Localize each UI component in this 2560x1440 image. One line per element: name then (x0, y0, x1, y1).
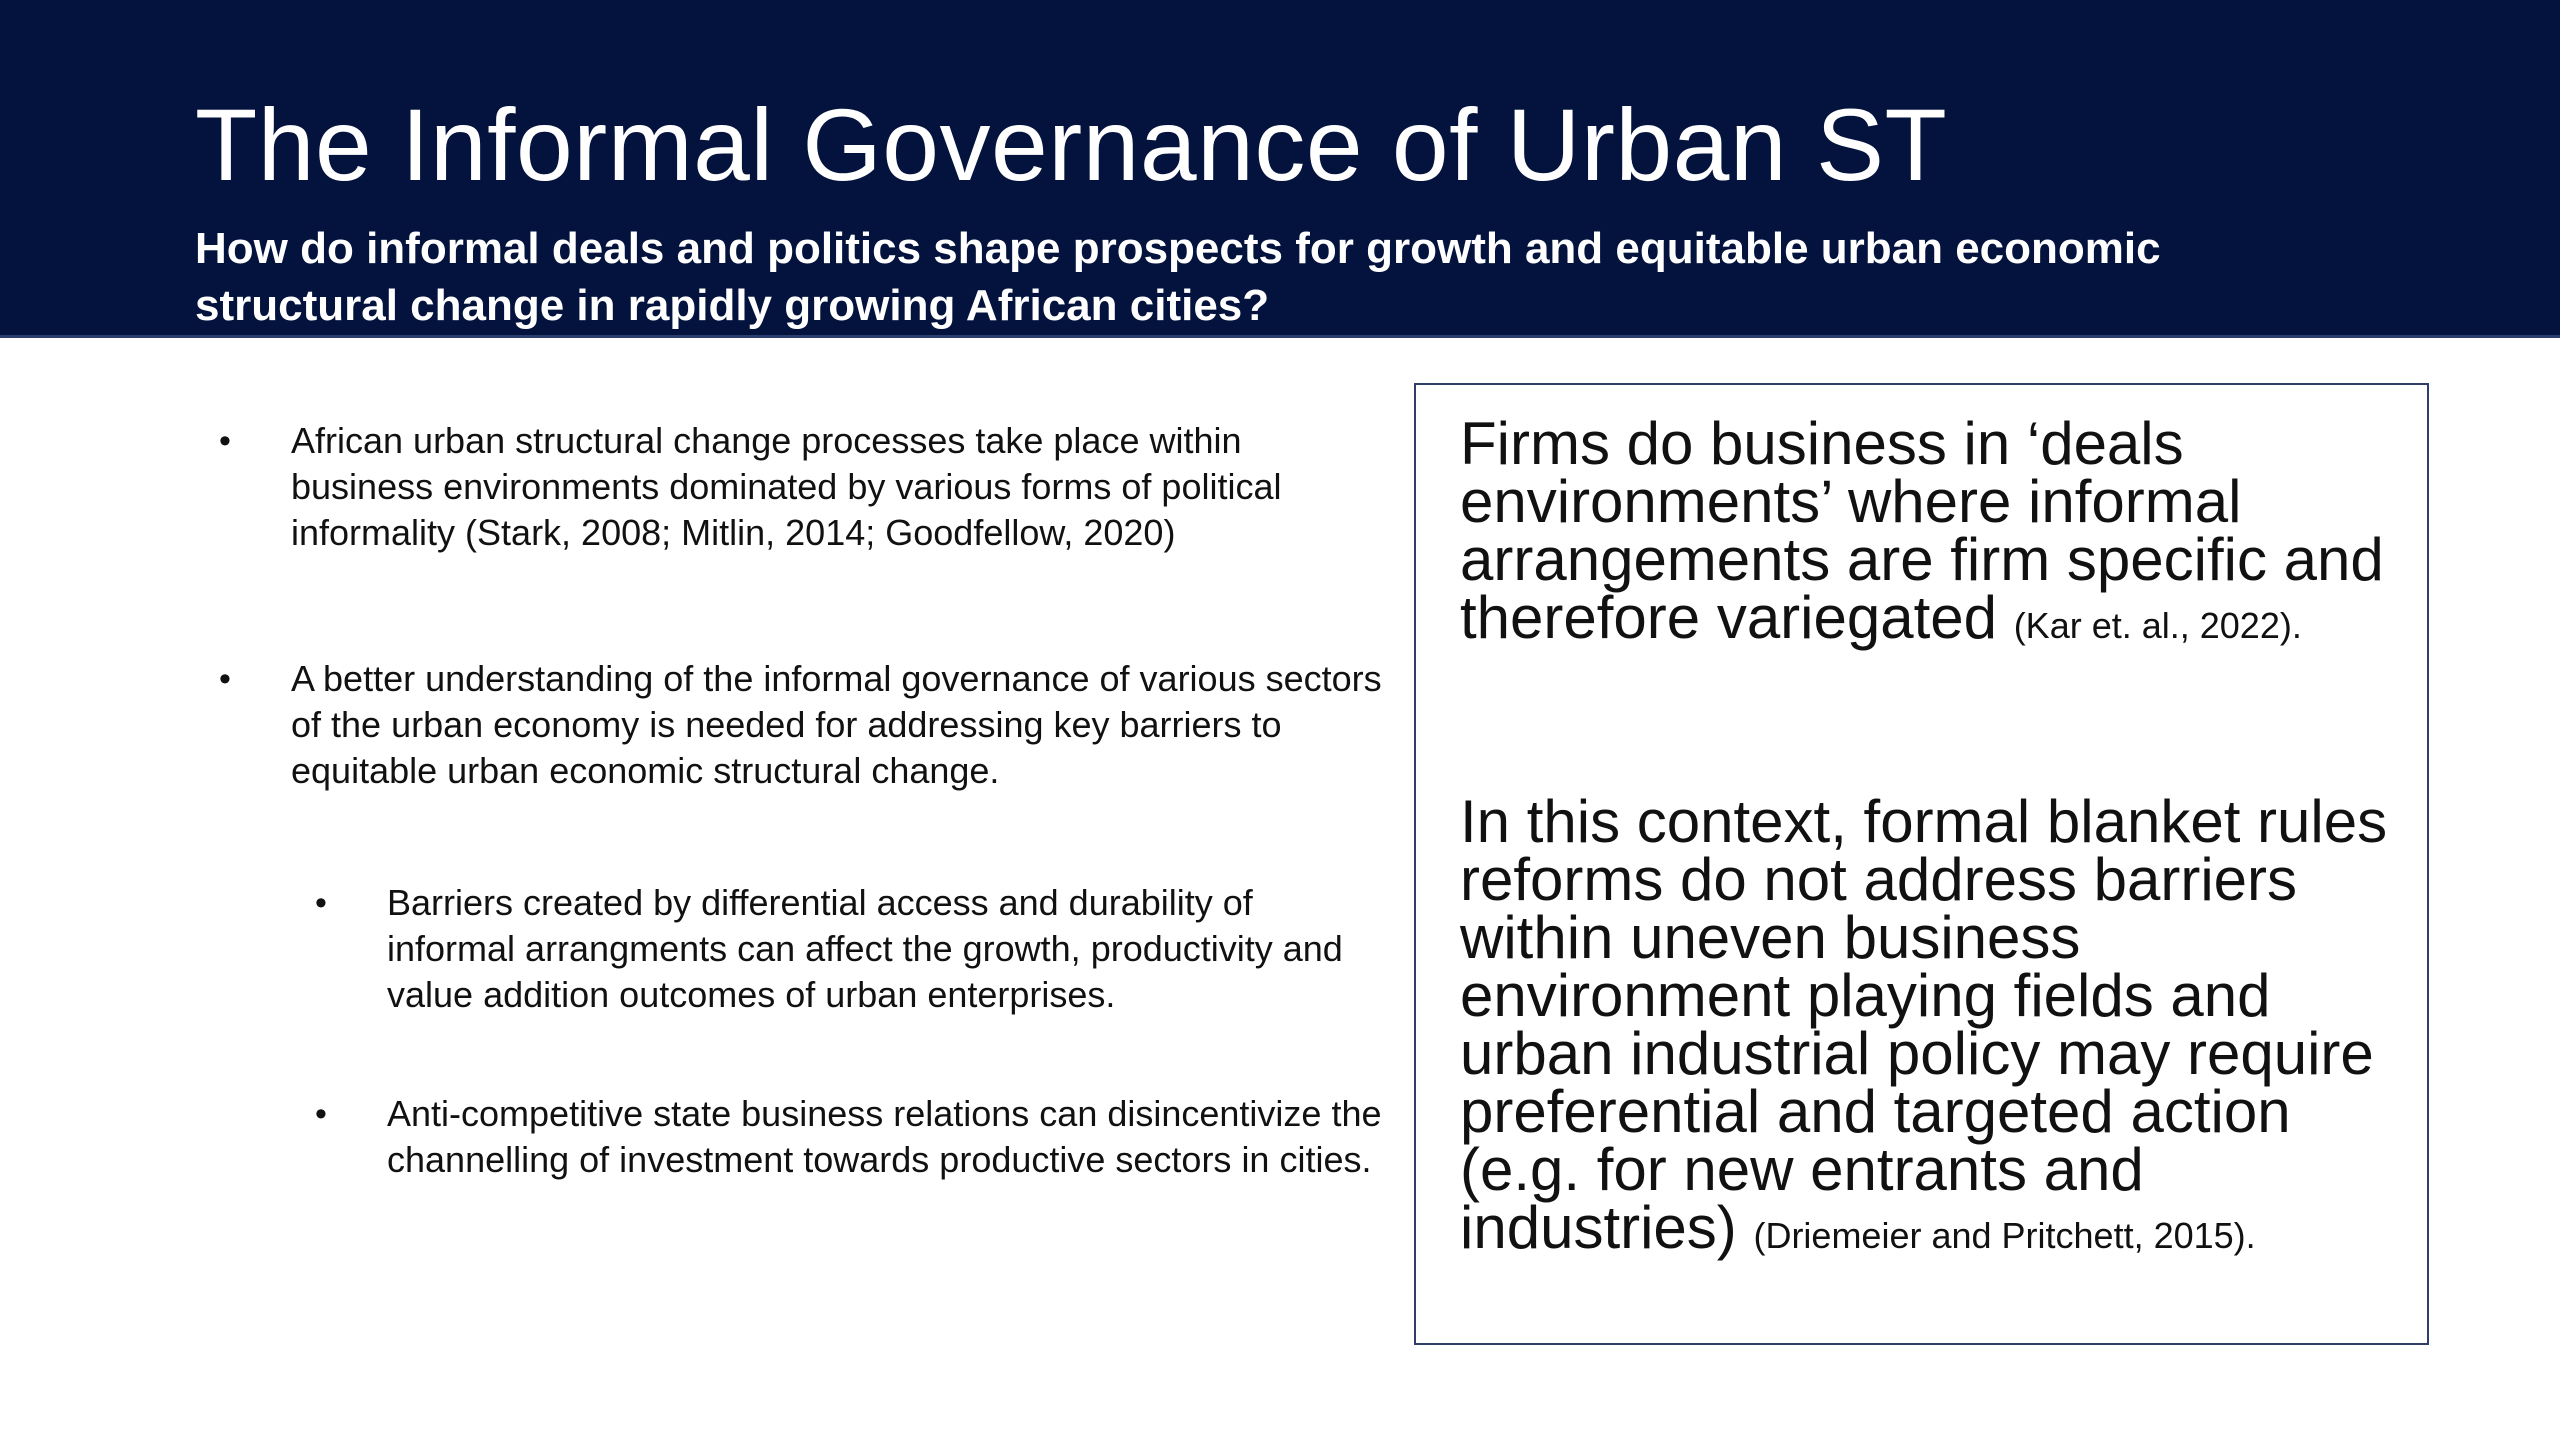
title-banner (0, 0, 2560, 338)
callout-box (1414, 383, 2429, 1345)
callout-text: Firms do business in ‘deals environments’ where informal arrangements are firm specific and therefore variegated (1460, 410, 2384, 651)
bullet-text: African urban structural change processes take place within business environments dominated by various forms of political informality (Stark, 2008; Mitlin, 2014; Goodfellow, 2020) (291, 420, 1282, 553)
callout-text: In this context, formal blanket rules reforms do not address barriers within uneven business environment playing fields and urban industrial policy may require preferential and targeted action (e.g. for new entrants and industries) (1460, 788, 2388, 1261)
bullet-list (215, 418, 1385, 1183)
bullet-marker: • (219, 660, 231, 698)
bullet-marker: • (315, 1095, 327, 1133)
bullet-text: Barriers created by differential access and durability of informal arrangments can affect the growth, productivity and value addition outcomes of urban enterprises. (387, 882, 1343, 1015)
citation: (Driemeier and Pritchett, 2015). (1753, 1215, 2256, 1256)
callout-paragraph-deals (1460, 410, 2420, 651)
bullet-text: A better understanding of the informal governance of various sectors of the urban economy is needed for addressing key barriers to equitable urban economic structural change. (291, 658, 1382, 791)
bullet-item (215, 418, 1385, 556)
slide-subtitle: How do informal deals and politics shape prospects for growth and equitable urban economic structural change in rapidly growing African cities? (195, 224, 2161, 330)
bullet-marker: • (315, 884, 327, 922)
callout-paragraph-context (1460, 788, 2420, 1261)
sub-bullet-item (215, 880, 1385, 1018)
slide-title: The Informal Governance of Urban ST (195, 88, 1948, 202)
citation: (Kar et. al., 2022). (2013, 605, 2302, 646)
bullet-item (215, 656, 1385, 794)
sub-bullet-item (215, 1091, 1385, 1183)
bullet-text: Anti-competitive state business relations can disincentivize the channelling of investment towards productive sectors in cities. (387, 1093, 1382, 1180)
bullet-marker: • (219, 422, 231, 460)
